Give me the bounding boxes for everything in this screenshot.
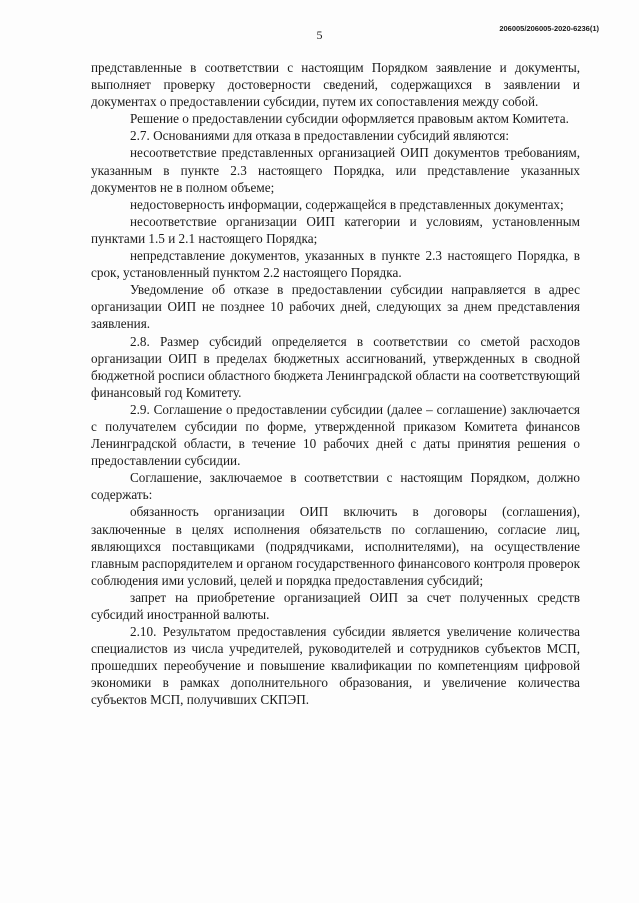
paragraph: 2.9. Соглашение о предоставлении субсидии (далее – соглашение) заключается с получателем субсидии по форме, утвержденной приказом Комитета финансов Ленинградской области, в течение 10 рабочих дней с даты принятия решения о предоставлении субсидии. (91, 401, 580, 469)
paragraph: 2.8. Размер субсидий определяется в соответствии со сметой расходов организации ОИП в пределах бюджетных ассигнований, утвержденных в сводной бюджетной росписи областного бюджета Ленинградской области на соответствующий финансовый год Комитету. (91, 333, 580, 400)
page-number: 5 (316, 28, 323, 42)
paragraph: 2.10. Результатом предоставления субсидии является увеличение количества специалистов из числа учредителей, руководителей и сотрудников субъектов МСП, прошедших переобучение и повышение квалификации по компетенциям цифровой экономики в рамках дополнительного образования, и увеличение количества субъектов МСП, получивших СКПЭП. (91, 624, 580, 708)
paragraph: запрет на приобретение организацией ОИП за счет полученных средств субсидий иностранной валюты. (91, 589, 580, 622)
paragraph: непредставление документов, указанных в пункте 2.3 настоящего Порядка, в срок, установленный пунктом 2.2 настоящего Порядка. (91, 248, 580, 281)
paragraph: Уведомление об отказе в предоставлении субсидии направляется в адрес организации ОИП не позднее 10 рабочих дней, следующих за днем представления заявления. (91, 282, 580, 332)
paragraph: несоответствие организации ОИП категории и условиям, установленным пунктами 1.5 и 2.1 настоящего Порядка; (91, 213, 580, 246)
document-id: 206005/206005-2020-6236(1) (499, 24, 599, 33)
paragraph: Соглашение, заключаемое в соответствии с настоящим Порядком, должно содержать: (91, 470, 580, 503)
paragraph: Решение о предоставлении субсидии оформляется правовым актом Комитета. (130, 111, 569, 127)
paragraph: обязанность организации ОИП включить в договоры (соглашения), заключенные в целях исполнения обязательств по соглашению, согласие лиц, являющихся поставщиками (подрядчиками, исполнителями), на осуществление главным распорядителем и органом государственного финансового контроля проверок соблюдения ими условий, целей и порядка предоставления субсидий; (91, 504, 580, 588)
document-body (91, 59, 580, 709)
paragraph: несоответствие представленных организацией ОИП документов требованиям, указанным в пункте 2.3 настоящего Порядка, или представление указанных документов не в полном объеме; (91, 145, 580, 195)
paragraph: недостоверность информации, содержащейся в представленных документах; (130, 196, 564, 212)
paragraph: 2.7. Основаниями для отказа в предоставлении субсидий являются: (130, 128, 510, 144)
paragraph: представленные в соответствии с настоящим Порядком заявление и документы, выполняет проверку достоверности сведений, содержащихся в заявлении и документах о предоставлении субсидии, путем их сопоставления между собой. (91, 60, 580, 110)
